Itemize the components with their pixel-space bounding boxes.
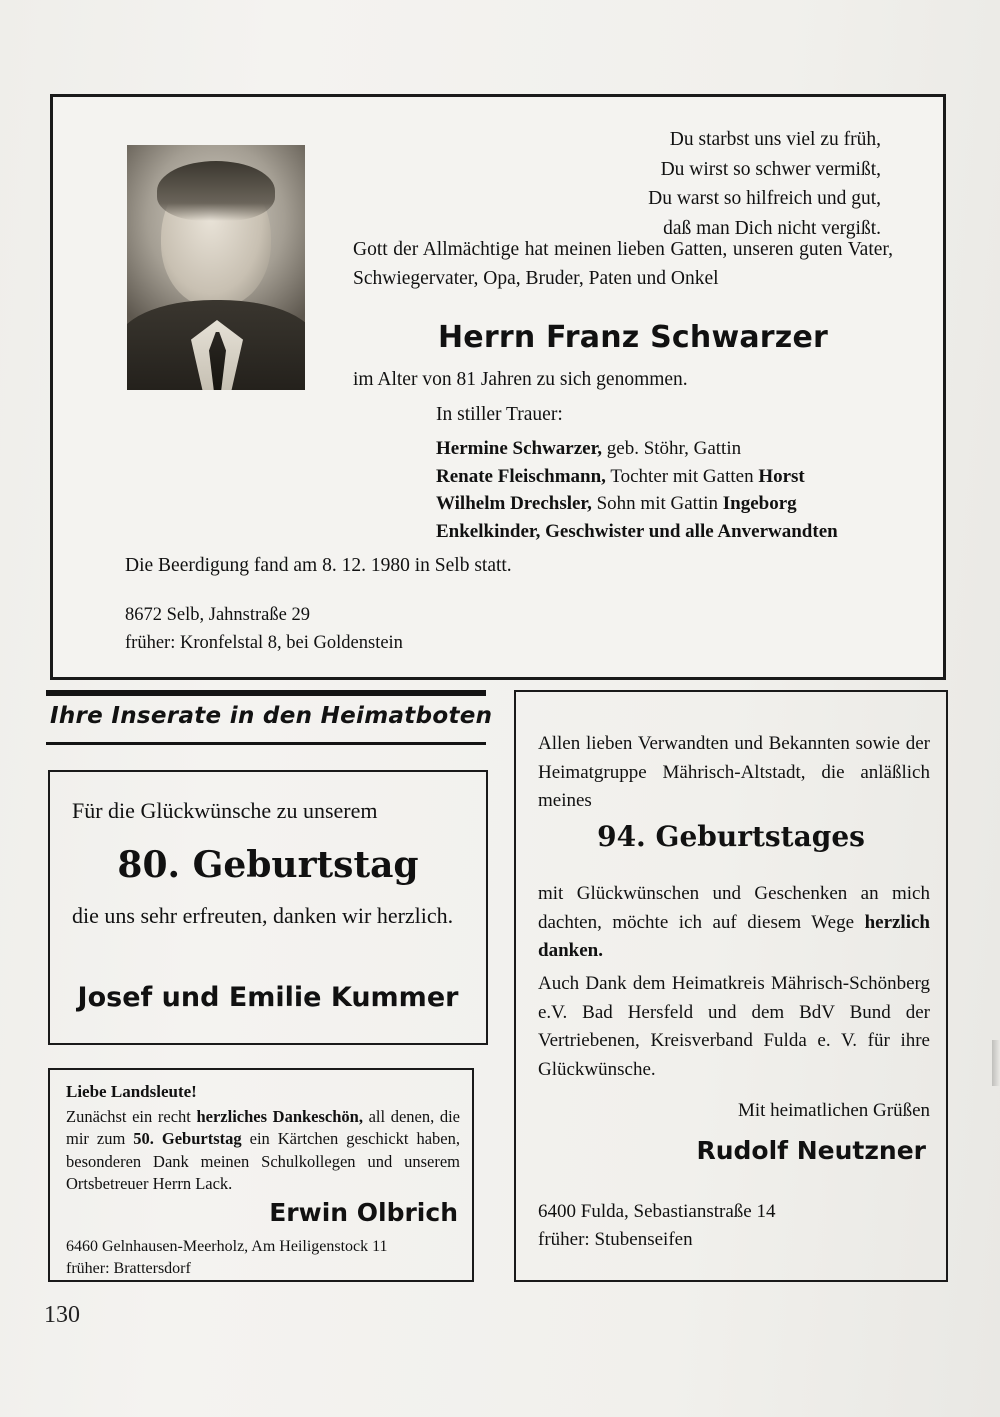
page-number: 130 <box>44 1302 80 1328</box>
banner-rule-bottom <box>46 742 486 745</box>
mourner-3-name: Wilhelm Drechsler, <box>436 493 592 515</box>
thanks-94-para2-bold: herzlich danken. <box>538 911 930 961</box>
thanks-94-address <box>538 1198 930 1253</box>
thanks-80-intro: Für die Glückwünsche zu unserem <box>72 798 378 823</box>
thanks-ad-80th-birthday <box>48 770 488 1045</box>
thanks-ad-olbrich <box>48 1068 474 1282</box>
memorial-verse <box>551 125 881 244</box>
page-edge-shadow <box>992 1040 1000 1086</box>
olbrich-header: Liebe Landsleute! <box>66 1082 197 1101</box>
thanks-94-para3: Auch Dank dem Heimatkreis Mährisch-Schönberg e.V. Bad Hersfeld und dem BdV Bund der Vertriebenen, Kreisverband Fulda e. V. für ihre Glückwünsche. <box>538 973 930 1080</box>
thanks-94-para2-text: mit Glückwünschen und Geschenken an mich dachten, möchte ich auf diesem Wege <box>538 883 930 933</box>
banner-rule-top <box>46 690 486 696</box>
olbrich-address <box>66 1236 466 1280</box>
mourner-line-1: Hermine Schwarzer, geb. Stöhr, Gattin <box>436 438 742 459</box>
family-address <box>125 602 403 658</box>
thanks-94-headline: 94. Geburtstages <box>597 820 865 853</box>
thanks-94-para1: Allen lieben Verwandten und Bekannten sowie der Heimatgruppe Mährisch-Altstadt, die anläßlich meines <box>538 733 930 811</box>
thanks-ad-94th-birthday <box>514 690 948 1282</box>
mourner-line-4 <box>436 518 936 546</box>
olbrich-signer: Erwin Olbrich <box>269 1198 458 1227</box>
olbrich-body-part-3: ein Kärtchen geschickt haben, besonderen Dank meinen Schulkollegen und unserem Ortsbetreuer Herrn Lack. <box>66 1129 460 1194</box>
deceased-name: Herrn Franz Schwarzer <box>437 320 829 355</box>
ad-banner-text: Ihre Inserate in den Heimatboten <box>50 703 493 729</box>
mourning-label: In stiller Trauer: <box>436 404 563 425</box>
verse-line-4: daß man Dich nicht vergißt. <box>663 217 881 239</box>
mourner-line-2: Renate Fleischmann, Tochter mit Gatten Horst <box>436 465 805 487</box>
age-at-death: im Alter von 81 Jahren zu sich genommen. <box>353 369 688 390</box>
thanks-94-greeting: Mit heimatlichen Grüßen <box>737 1100 930 1121</box>
obituary-notice <box>50 94 946 680</box>
thanks-80-body: die uns sehr erfreuten, danken wir herzlich. <box>72 903 454 928</box>
thanks-80-signers: Josef und Emilie Kummer <box>77 982 459 1013</box>
thanks-94-signer: Rudolf Neutzner <box>696 1136 926 1165</box>
verse-line-2: Du wirst so schwer vermißt, <box>660 158 881 180</box>
mourner-3-spouse: Ingeborg <box>722 493 797 515</box>
photo-hair <box>157 161 275 221</box>
thanks-94-address-line-2: früher: Stubenseifen <box>538 1228 693 1250</box>
obituary-lead-text: Gott der Allmächtige hat meinen lieben Gatten, unseren guten Vater, Schwiegervater, Opa, Bruder, Paten und Onkel <box>353 239 893 290</box>
olbrich-body-bold-2: 50. Geburtstag <box>133 1129 242 1149</box>
mourner-1-name: Hermine Schwarzer, <box>436 438 603 459</box>
olbrich-body <box>66 1106 460 1196</box>
address-line-1: 8672 Selb, Jahnstraße 29 <box>125 605 310 625</box>
olbrich-body-bold-1: herzliches Dankeschön, <box>196 1107 363 1126</box>
mourner-line-3: Wilhelm Drechsler, Sohn mit Gattin Ingeborg <box>436 493 797 515</box>
mourners-list <box>436 435 936 546</box>
verse-line-3: Du warst so hilfreich und gut, <box>648 188 881 210</box>
mourner-2-spouse: Horst <box>758 465 805 487</box>
olbrich-address-line-1: 6460 Gelnhausen-Meerholz, Am Heiligenstock 11 <box>66 1238 388 1255</box>
olbrich-body-part-2: all denen, die mir zum <box>66 1107 461 1149</box>
thanks-94-address-line-1: 6400 Fulda, Sebastianstraße 14 <box>538 1201 776 1222</box>
portrait-photo <box>127 145 305 390</box>
verse-line-1: Du starbst uns viel zu früh, <box>669 129 881 150</box>
olbrich-body-part-1: Zunächst ein recht <box>66 1107 197 1126</box>
thanks-94-para2 <box>538 880 930 966</box>
address-line-2: früher: Kronfelstal 8, bei Goldenstein <box>125 632 403 653</box>
mourner-4-name: Enkelkinder, Geschwister und alle Anverwandten <box>436 521 838 543</box>
thanks-80-headline: 80. Geburtstag <box>117 844 419 886</box>
olbrich-address-line-2: früher: Brattersdorf <box>66 1259 191 1277</box>
mourner-2-name: Renate Fleischmann, <box>436 465 606 487</box>
burial-info: Die Beerdigung fand am 8. 12. 1980 in Selb statt. <box>125 555 512 576</box>
